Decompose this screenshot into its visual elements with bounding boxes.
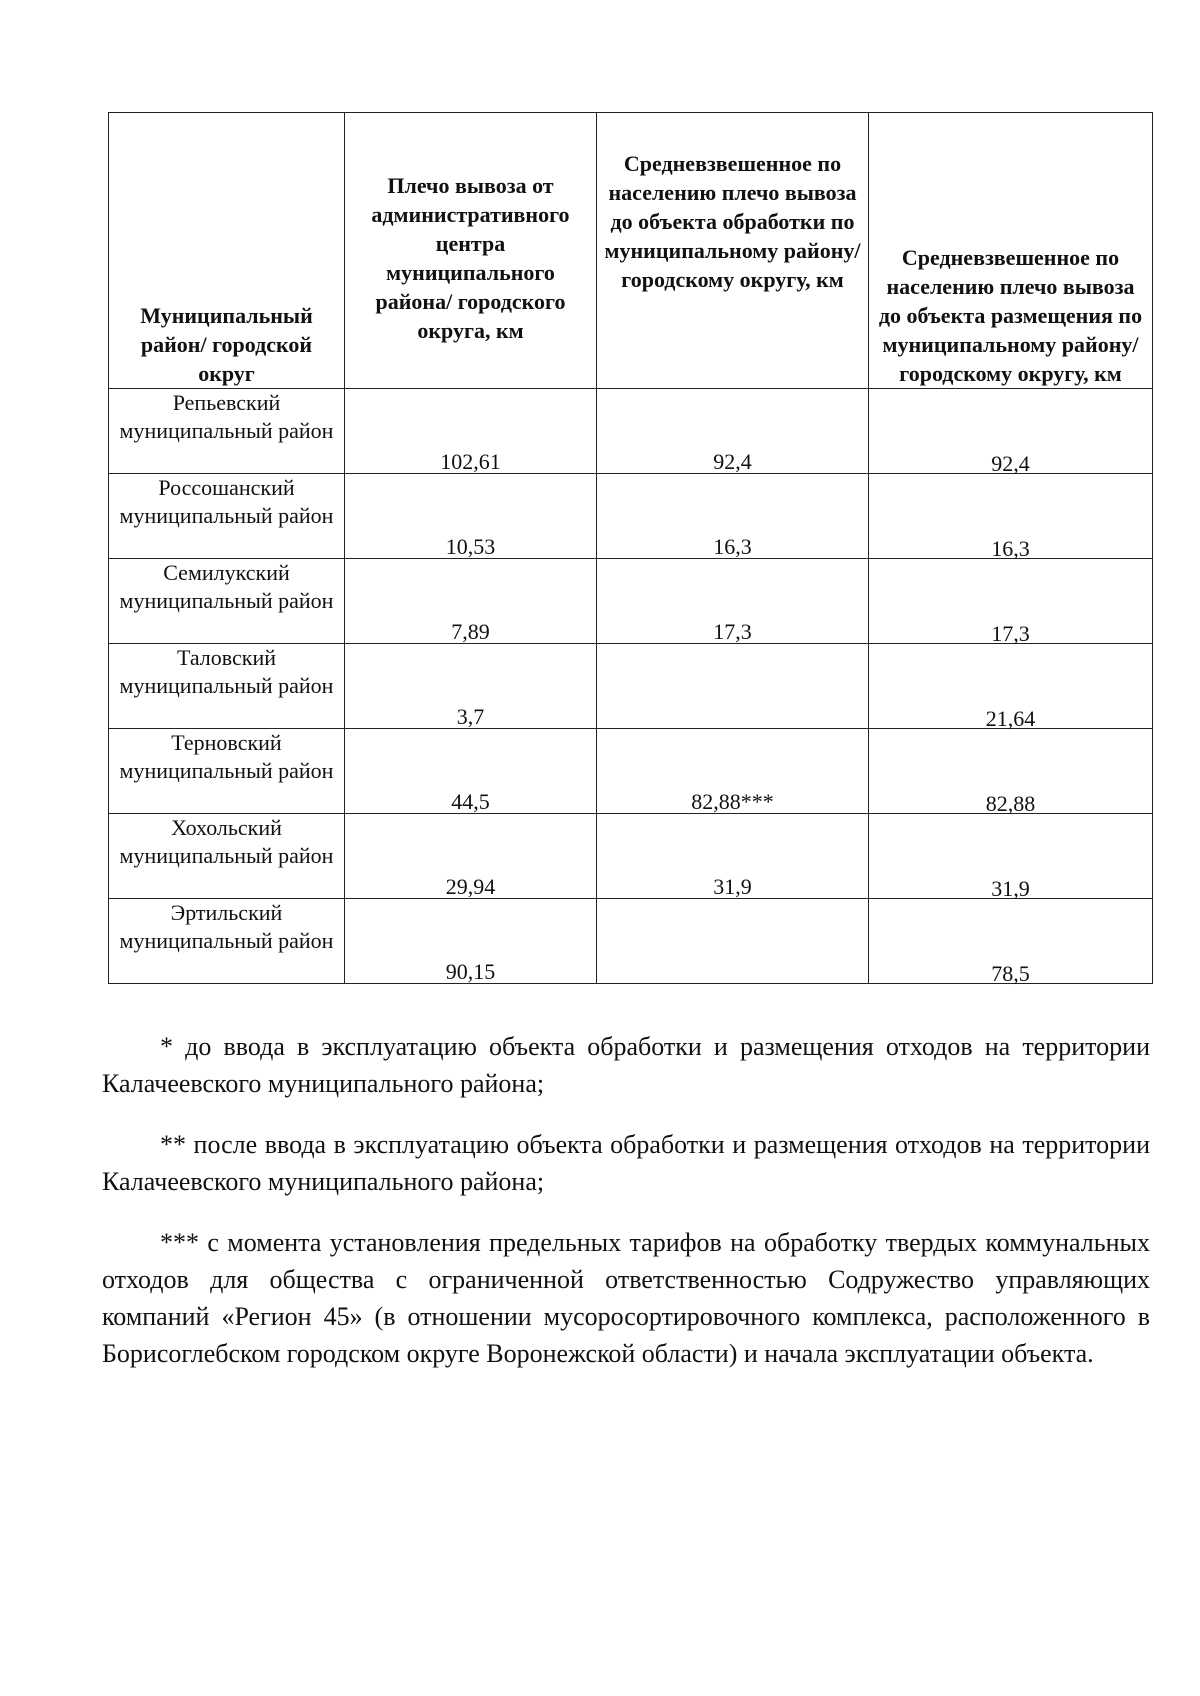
district-name-cell: Семилукский муниципальный район — [109, 559, 345, 644]
table-header-row — [109, 113, 1153, 389]
haul-to-disposal-cell: 21,64 — [869, 644, 1153, 729]
column-header-haul-to-disposal: Средневзвешенное по населению плечо вывоза до объекта размещения по муниципальному району/ городскому округу, км — [869, 113, 1153, 389]
haul-to-disposal-cell: 16,3 — [869, 474, 1153, 559]
district-name-cell: Эртильский муниципальный район — [109, 899, 345, 984]
table-row — [109, 474, 1153, 559]
column-header-haul-to-processing: Средневзвешенное по населению плечо вывоза до объекта обработки по муниципальному району/ городскому округу, км — [597, 113, 869, 389]
footnote-3: *** с момента установления предельных тарифов на обработку твердых коммунальных отходов для общества с ограниченной ответственностью Содружество управляющих компаний «Регион 45» (в отношении мусоросортировочного комплекса, расположенного в Борисоглебском городском округе Воронежской области) и начала эксплуатации объекта. — [102, 1228, 1150, 1368]
data-table-container — [108, 112, 1152, 984]
table-row — [109, 729, 1153, 814]
haul-to-processing-cell — [597, 644, 869, 729]
haul-to-processing-cell: 17,3 — [597, 559, 869, 644]
haul-to-disposal-cell: 92,4 — [869, 389, 1153, 474]
haul-from-center-cell: 7,89 — [345, 559, 597, 644]
haul-from-center-cell: 29,94 — [345, 814, 597, 899]
footnotes — [102, 1028, 1150, 1396]
footnote-1: * до ввода в эксплуатацию объекта обработки и размещения отходов на территории Калачеевского муниципального района; — [102, 1032, 1150, 1098]
haul-to-disposal-cell: 82,88 — [869, 729, 1153, 814]
table-row — [109, 899, 1153, 984]
district-name-cell: Россошанский муниципальный район — [109, 474, 345, 559]
haul-to-disposal-cell: 17,3 — [869, 559, 1153, 644]
district-name-cell: Терновский муниципальный район — [109, 729, 345, 814]
column-header-haul-from-center: Плечо вывоза от административного центра муниципального района/ городского округа, км — [345, 113, 597, 389]
table-row — [109, 644, 1153, 729]
haul-to-disposal-cell: 78,5 — [869, 899, 1153, 984]
haul-from-center-cell: 90,15 — [345, 899, 597, 984]
haul-from-center-cell: 102,61 — [345, 389, 597, 474]
haul-to-processing-cell — [597, 899, 869, 984]
table-row — [109, 559, 1153, 644]
data-table — [108, 112, 1153, 984]
district-name-cell: Таловский муниципальный район — [109, 644, 345, 729]
haul-from-center-cell: 3,7 — [345, 644, 597, 729]
haul-to-processing-cell: 31,9 — [597, 814, 869, 899]
footnote-2: ** после ввода в эксплуатацию объекта обработки и размещения отходов на территории Калачеевского муниципального района; — [102, 1130, 1150, 1196]
haul-to-processing-cell: 92,4 — [597, 389, 869, 474]
haul-to-disposal-cell: 31,9 — [869, 814, 1153, 899]
column-header-district: Муниципальный район/ городской округ — [109, 113, 345, 389]
haul-from-center-cell: 10,53 — [345, 474, 597, 559]
haul-from-center-cell: 44,5 — [345, 729, 597, 814]
district-name-cell: Репьевский муниципальный район — [109, 389, 345, 474]
district-name-cell: Хохольский муниципальный район — [109, 814, 345, 899]
table-row — [109, 389, 1153, 474]
table-row — [109, 814, 1153, 899]
haul-to-processing-cell: 82,88*** — [597, 729, 869, 814]
haul-to-processing-cell: 16,3 — [597, 474, 869, 559]
